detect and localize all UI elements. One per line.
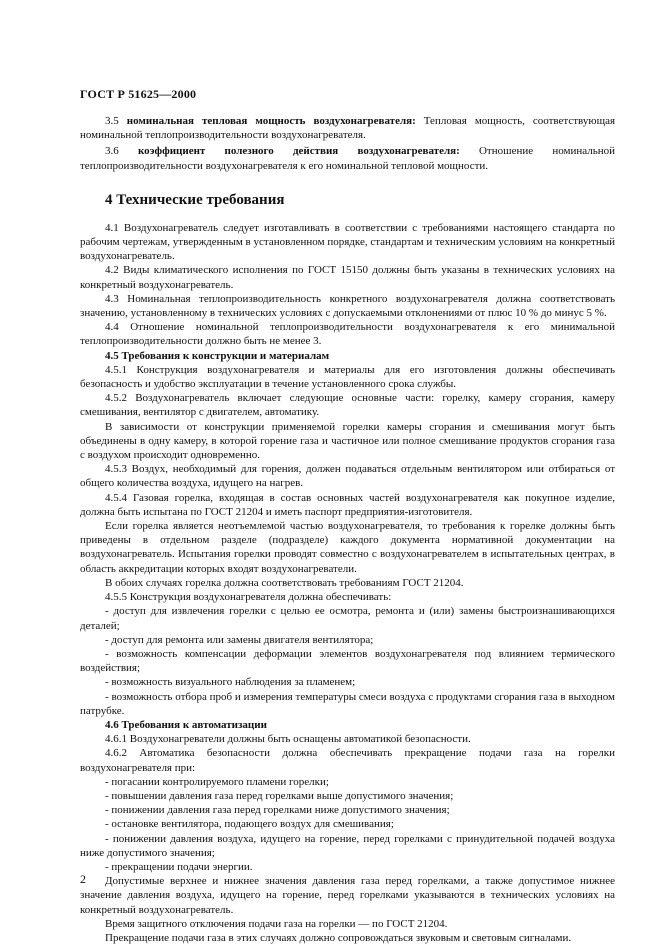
list-item: - возможность компенсации деформации элементов воздухонагревателя под влиянием термического воздействия; xyxy=(80,647,615,675)
list-item: - доступ для извлечения горелки с целью ее осмотра, ремонта и (или) замены быстроизнашивающихся деталей; xyxy=(80,605,615,632)
paragraph-4-5-2b: В зависимости от конструкции применяемой горелки камеры сгорания и смешивания могут быть объединены в одну камеру, в которой горение газа и частичное или полное смешивание продуктов сгорания газа с воздухом происходит одновременно. xyxy=(80,420,615,462)
document-header: ГОСТ Р 51625—2000 xyxy=(80,87,197,101)
document-body xyxy=(80,114,615,945)
paragraph-4-5-3: 4.5.3 Воздух, необходимый для горения, должен подаваться отдельным вентилятором или отбираться от общего количества воздуха, идущего на нагрев. xyxy=(80,463,615,490)
subsection-heading-4-5: 4.5 Требования к конструкции и материалам xyxy=(105,349,330,362)
definition-3-5: 3.5 номинальная тепловая мощность воздухонагревателя: Тепловая мощность, соответствующая номинальной теплопроизводительности воздухонагревателя. xyxy=(80,115,616,142)
paragraph-4-6-2b: Допустимые верхнее и нижнее значения давления газа перед горелками, а также допустимое нижнее значение давления воздуха, идущего на горение, перед горелками указываются в технических условиях на конкретный воздухонагреватель. xyxy=(80,875,615,916)
list-item: - остановке вентилятора, подающего воздух для смешивания; xyxy=(105,818,394,831)
list-item: - понижении давления газа перед горелками ниже допустимого значения; xyxy=(105,804,450,817)
paragraph-4-5-2: 4.5.2 Воздухонагреватель включает следующие основные части: горелку, камеру сгорания, камеру смешивания, вентилятор с двигателем, автоматику. xyxy=(80,392,615,419)
definitions xyxy=(80,114,615,173)
paragraph-4-5-5: 4.5.5 Конструкция воздухонагревателя должна обеспечивать: xyxy=(105,591,392,604)
paragraph-4-6-2c: Время защитного отключения подачи газа на горелки — по ГОСТ 21204. xyxy=(105,917,448,930)
paragraph-4-6-2d: Прекращение подачи газа в этих случаях должно сопровождаться звуковым и световым сигналами. xyxy=(105,931,572,944)
list-item: - возможность визуального наблюдения за пламенем; xyxy=(105,676,356,689)
paragraph-4-6-2: 4.6.2 Автоматика безопасности должна обеспечивать прекращение подачи газа на горелки воздухонагревателя при: xyxy=(80,747,615,774)
list-item: - доступ для ремонта или замены двигателя вентилятора; xyxy=(105,633,374,646)
list-item: - погасании контролируемого пламени горелки; xyxy=(105,775,329,788)
page-number: 2 xyxy=(80,872,86,886)
list-item: - повышении давления газа перед горелками выше допустимого значения; xyxy=(105,789,454,802)
paragraph-4-5-1: 4.5.1 Конструкция воздухонагревателя и материалы для его изготовления должны обеспечивать безопасность и удобство эксплуатации в течение установленного срока службы. xyxy=(80,363,615,391)
paragraph-4-3: 4.3 Номинальная теплопроизводительность конкретного воздухонагревателя должна соответствовать значению, установленному в технических условиях с допускаемыми отклонениями от плюс 10 % до минус 5 %. xyxy=(80,292,615,320)
paragraph-4-5-4c: В обоих случаях горелка должна соответствовать требованиям ГОСТ 21204. xyxy=(105,576,464,589)
list-item: - возможность отбора проб и измерения температуры смеси воздуха с продуктами сгорания газа в выходном патрубке. xyxy=(80,690,615,717)
paragraph-4-5-4: 4.5.4 Газовая горелка, входящая в состав основных частей воздухонагревателя как покупное изделие, должна быть испытана по ГОСТ 21204 и иметь паспорт предприятия-изготовителя. xyxy=(80,491,615,518)
subsection-heading-4-6: 4.6 Требования к автоматизации xyxy=(105,718,267,731)
paragraph-4-4: 4.4 Отношение номинальной теплопроизводительности воздухонагревателя к его минимальной теплопроизводительности должно быть не менее 3. xyxy=(80,321,615,348)
paragraph-4-2: 4.2 Виды климатического исполнения по ГОСТ 15150 должны быть указаны в технических условиях на конкретный воздухонагреватель. xyxy=(80,264,615,291)
section-title: 4 Технические требования xyxy=(105,191,285,208)
list-item: - прекращении подачи энергии. xyxy=(105,860,253,873)
paragraph-4-5-4b: Если горелка является неотъемлемой частью воздухонагревателя, то требования к горелке должны быть приведены в отдельном разделе (подразделе) каждого документа нормативной документации на воздухонагреватель. Испытания горелки проводят совместно с воздухонагревателем в испытательных центрах, в область аккредитации которых входят воздухонагреватели. xyxy=(80,520,615,575)
definition-3-6: 3.6 коэффициент полезного действия воздухонагревателя: Отношение номинальной теплопроизводительности воздухонагревателя к его номинальной тепловой мощности. xyxy=(80,145,615,172)
term: коэффициент полезного действия воздухонагревателя: xyxy=(137,145,460,158)
paragraph-4-6-1: 4.6.1 Воздухонагреватели должны быть оснащены автоматикой безопасности. xyxy=(105,733,471,746)
list-item: - понижении давления воздуха, идущего на горение, перед горелками с принудительной подачей воздуха ниже допустимого значения; xyxy=(80,832,615,859)
term: номинальная тепловая мощность воздухонагревателя: xyxy=(126,115,416,127)
paragraph-4-1: 4.1 Воздухонагреватель следует изготавливать в соответствии с требованиями настоящего стандарта по рабочим чертежам, утвержденным в установленном порядке, стандартам и техническим условиям на конкретный воздухонагреватель. xyxy=(80,221,615,263)
